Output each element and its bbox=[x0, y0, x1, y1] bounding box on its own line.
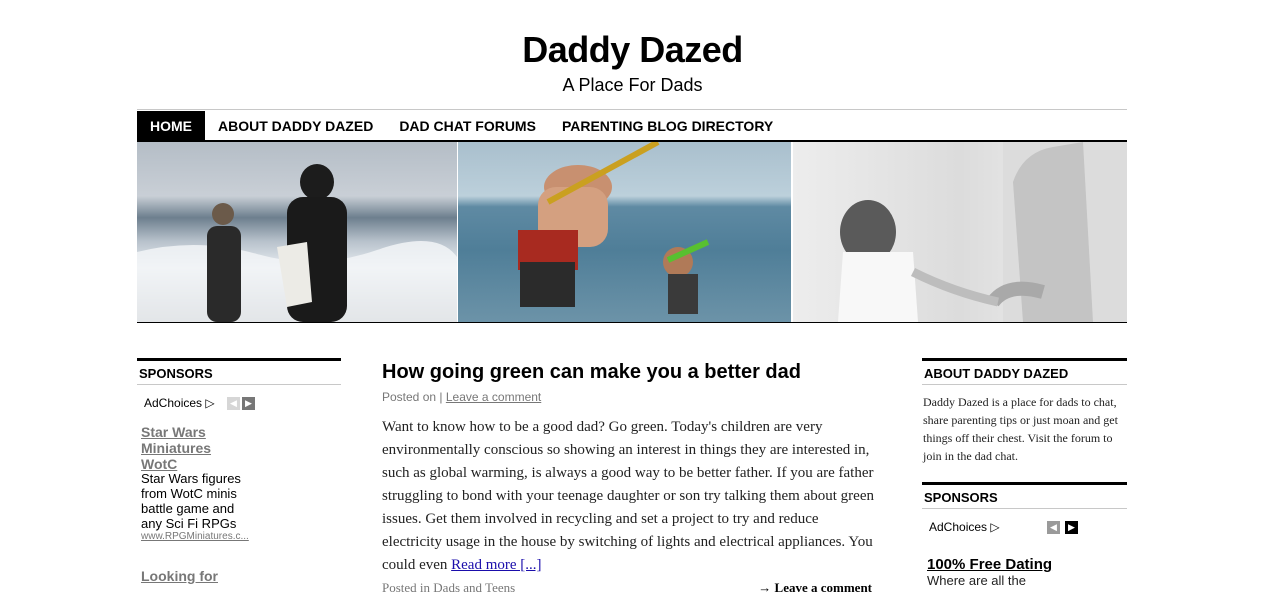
ad-body-line: Star Wars figures bbox=[141, 471, 241, 486]
chevron-right-icon[interactable]: ▶ bbox=[242, 397, 255, 410]
dating-ad-body: Where are all the bbox=[927, 573, 1026, 588]
nav-item-parenting-blog-directory[interactable]: PARENTING BLOG DIRECTORY bbox=[561, 118, 774, 134]
header-banner bbox=[137, 142, 1127, 322]
adchoices-row bbox=[137, 394, 341, 414]
post-meta-separator: | bbox=[439, 390, 443, 404]
adchoices-label: AdChoices bbox=[144, 396, 203, 410]
right-adchoices-label: AdChoices bbox=[929, 520, 988, 534]
adchoices-link[interactable] bbox=[144, 396, 215, 410]
main-navigation bbox=[137, 111, 1127, 140]
banner-photo-surfing bbox=[137, 142, 457, 322]
right-sidebar bbox=[922, 358, 1127, 465]
post-meta bbox=[382, 390, 541, 404]
ad-title-line[interactable]: WotC bbox=[141, 456, 178, 472]
site-tagline: A Place For Dads bbox=[562, 75, 703, 95]
ad2-title[interactable]: Looking for bbox=[141, 568, 218, 584]
ad-url[interactable]: www.RPGMiniatures.c... bbox=[141, 531, 249, 542]
post-title[interactable]: How going green can make you a better dad bbox=[382, 361, 801, 383]
right-adchoices-link[interactable] bbox=[929, 520, 1000, 534]
right-adchoices-row bbox=[922, 518, 1127, 538]
header-divider bbox=[137, 109, 1127, 110]
right-sponsors-widget bbox=[922, 482, 1127, 588]
leave-comment-link[interactable]: Leave a comment bbox=[445, 390, 542, 404]
chevron-left-icon[interactable]: ◀ bbox=[1047, 521, 1060, 534]
post-body-text: Want to know how to be a good dad? Go green. Today's children are very environmentally conscious so showing an interest in things they are interested in, such as global warming, is always a good way to be better father. If you are father struggling to bond with your teenage daughter or son try talking them about green issues. Get them involved in recycling and set a project to try and reduce electricity usage in the house by switching of lights and electrical appliances. You could even bbox=[382, 419, 874, 573]
right-sponsors-heading: SPONSORS bbox=[922, 482, 1127, 509]
surfing-illustration bbox=[137, 142, 457, 322]
snorkeling-illustration bbox=[458, 142, 791, 322]
site-title[interactable]: Daddy Dazed bbox=[522, 29, 743, 70]
nav-item-home[interactable]: HOME bbox=[137, 111, 205, 140]
banner-photo-snorkeling bbox=[458, 142, 791, 322]
post-body bbox=[382, 416, 877, 577]
nav-item-about-daddy-dazed[interactable]: ABOUT DADDY DAZED bbox=[218, 118, 374, 134]
footer-leave-comment-link[interactable]: → Leave a comment bbox=[758, 580, 872, 595]
banner-photo-father-daughter bbox=[793, 142, 1127, 322]
ad-body-line: any Sci Fi RPGs bbox=[141, 516, 237, 531]
ad-title-line[interactable]: Miniatures bbox=[141, 440, 212, 456]
ad-body-line: from WotC minis bbox=[141, 486, 237, 501]
ad-title-line[interactable]: Star Wars bbox=[141, 424, 206, 440]
left-sidebar bbox=[137, 358, 341, 584]
sponsors-heading: SPONSORS bbox=[137, 358, 341, 385]
post-meta-prefix: Posted on bbox=[382, 390, 437, 404]
dating-ad-title[interactable]: 100% Free Dating bbox=[927, 556, 1053, 573]
nav-item-dad-chat-forums[interactable]: DAD CHAT FORUMS bbox=[399, 118, 536, 134]
ad-body-line: battle game and bbox=[141, 501, 235, 516]
read-more-link[interactable]: Read more [...] bbox=[451, 557, 542, 573]
post-category[interactable]: Posted in Dads and Teens bbox=[382, 580, 516, 595]
adchoices-triangle-icon: ▷ bbox=[990, 520, 1000, 534]
post-footer bbox=[382, 580, 872, 596]
chevron-left-icon[interactable]: ◀ bbox=[227, 397, 240, 410]
about-text: Daddy Dazed is a place for dads to chat, share parenting tips or just moan and get things off their chest. Visit the forum to join in the dad chat. bbox=[923, 395, 1118, 463]
chevron-right-icon[interactable]: ▶ bbox=[1065, 521, 1078, 534]
about-heading: ABOUT DADDY DAZED bbox=[922, 358, 1127, 385]
father-daughter-illustration bbox=[793, 142, 1127, 322]
banner-divider bbox=[137, 322, 1127, 323]
adchoices-triangle-icon: ▷ bbox=[205, 396, 215, 410]
